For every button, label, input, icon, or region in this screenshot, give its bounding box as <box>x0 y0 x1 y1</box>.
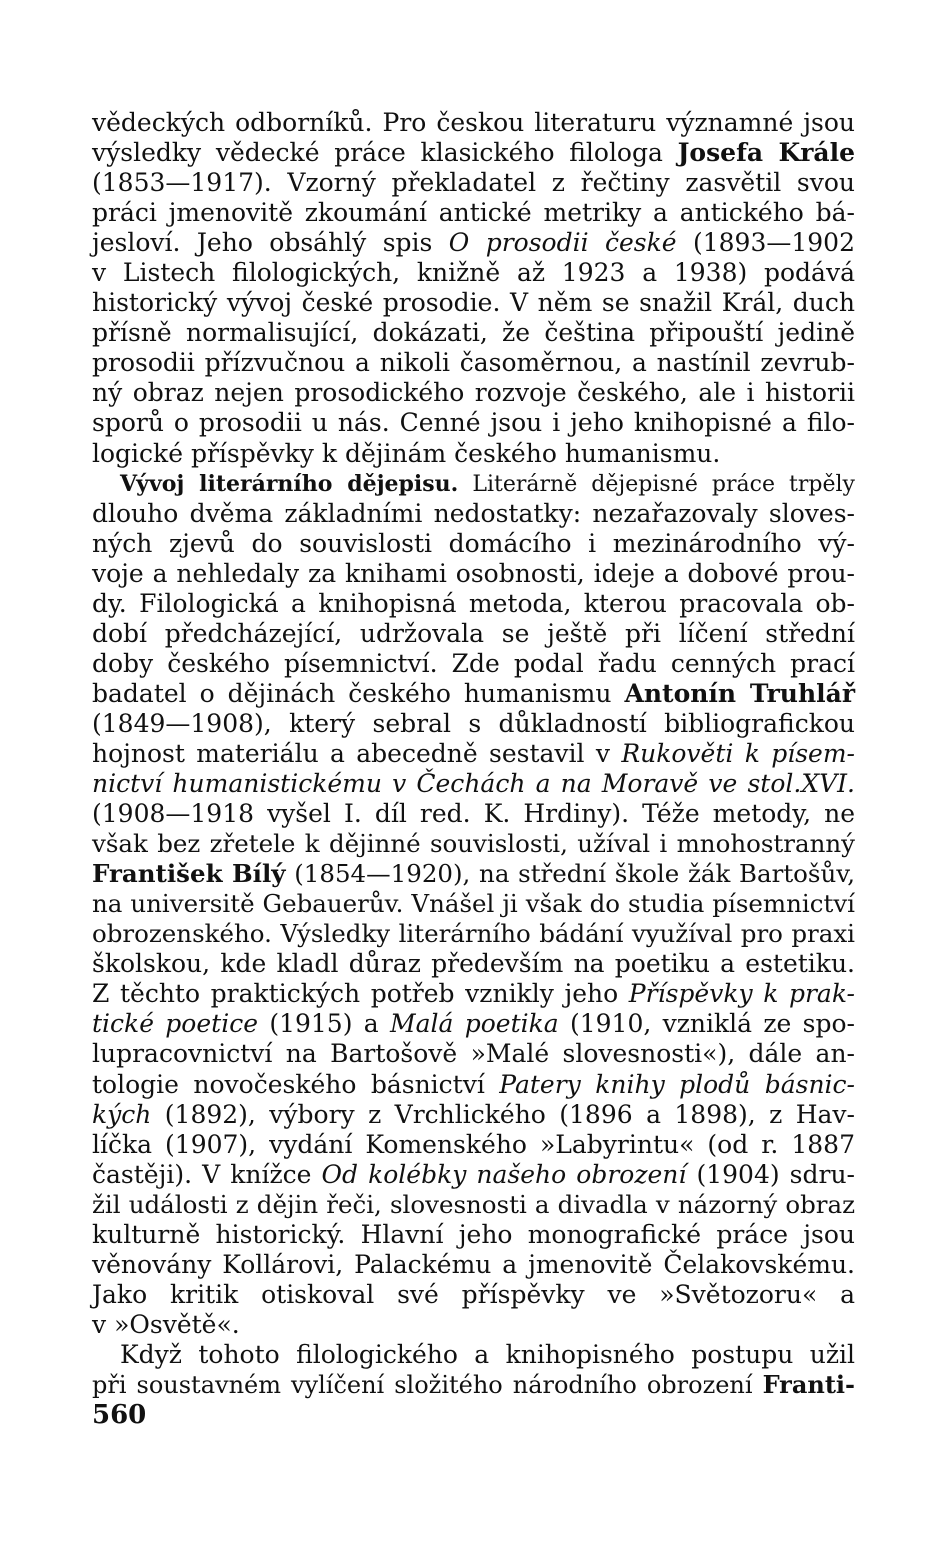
italic-text: Malá poetika <box>390 1009 559 1039</box>
text-line <box>92 1370 855 1400</box>
text-span: vědeckých odborníků. Pro českou literaturu významné jsou <box>92 108 855 137</box>
text-line <box>92 1280 855 1310</box>
text-line <box>92 1340 855 1370</box>
text-span: kulturně historický. Hlavní jeho monografické práce jsou <box>92 1219 855 1249</box>
text-line <box>92 769 855 799</box>
text-span: líčka (1907), vydání Komenského »Labyrintu« (od r. 1887 <box>92 1129 855 1159</box>
text-span: výsledky vědecké práce klasického filologa <box>92 138 678 168</box>
text-line <box>92 949 855 979</box>
text-line <box>92 919 855 949</box>
text-line <box>92 709 855 739</box>
text-span: žil události z dějin řeči, slovesnosti a divadla v názorný obraz <box>92 1189 855 1219</box>
text-line <box>92 619 855 649</box>
text-line <box>92 589 855 619</box>
text-span: při soustavném vylíčení složitého národního obrození <box>92 1370 763 1399</box>
text-span: doby českého písemnictví. Zde podal řadu cenných prací <box>92 648 855 678</box>
text-span: dlouho dvěma základními nedostatky: nezařazovaly sloves- <box>92 498 855 528</box>
text-line <box>92 679 855 709</box>
text-line <box>92 228 855 258</box>
text-line <box>92 979 855 1009</box>
text-line <box>92 529 855 559</box>
text-span: (1892), výbory z Vrchlického (1896 a 1898), z Hav- <box>151 1099 855 1129</box>
text-line <box>92 1310 855 1340</box>
text-line <box>92 348 855 378</box>
text-span: sporů o prosodii u nás. Cenné jsou i jeho knihopisné a filo- <box>92 408 855 438</box>
text-span: (1915) a <box>258 1009 390 1039</box>
text-span: školskou, kde kladl důraz především na poetiku a estetiku. <box>92 949 855 979</box>
text-line <box>92 1009 855 1039</box>
text-span: (1904) sdru- <box>686 1159 856 1189</box>
text-line <box>92 168 855 198</box>
italic-text: Patery knihy plodů básnic- <box>499 1069 855 1099</box>
text-span: v Listech filologických, knižně až 1923 a 1938) podává <box>92 258 855 288</box>
text-span: (1849—1908), který sebral s důkladností bibliografickou <box>92 708 855 738</box>
text-line <box>92 889 855 919</box>
text-span: Když tohoto filologického a knihopisného postupu užil <box>120 1339 855 1369</box>
italic-text: kých <box>92 1099 152 1129</box>
text-span: dobí předcházející, udržovala se ještě při líčení střední <box>92 618 855 648</box>
text-span: častěji). V knížce <box>92 1159 322 1189</box>
text-span: tologie novočeského básnictví <box>92 1069 500 1099</box>
bold-text: Antonín Truhlář <box>624 678 855 708</box>
italic-text: Od kolébky našeho obrození <box>321 1159 687 1189</box>
text-line <box>92 649 855 679</box>
text-span: dy. Filologická a knihopisná metoda, kterou pracovala ob- <box>92 588 855 618</box>
text-line <box>92 1039 855 1069</box>
text-span: Jako kritik otiskoval své příspěvky ve »Světozoru« a <box>92 1279 855 1309</box>
italic-text: O prosodii české <box>448 228 677 258</box>
text-line <box>92 859 855 889</box>
text-line <box>92 288 855 318</box>
text-line <box>92 1130 855 1160</box>
text-span: Literárně dějepisné práce trpěly <box>458 471 855 497</box>
text-line <box>92 1160 855 1190</box>
page-number: 560 <box>92 1400 147 1430</box>
text-span: (1893—1902 <box>676 228 855 258</box>
text-span: (1854—1920), na střední škole žák Bartošův, <box>285 859 855 889</box>
text-line <box>92 258 855 288</box>
text-line <box>92 138 855 168</box>
text-span: práci jmenovitě zkoumání antické metriky a antického bá- <box>92 198 855 228</box>
text-line <box>92 469 855 499</box>
text-span: obrozenského. Výsledky literárního bádání využíval pro praxi <box>92 919 855 949</box>
bold-text: Franti- <box>762 1369 855 1399</box>
text-span: přísně normalisující, dokázati, že čeština připouští jedině <box>92 318 855 348</box>
text-line <box>92 108 855 138</box>
text-span: věnovány Kollárovi, Palackému a jmenovitě Čelakovskému. <box>92 1249 855 1279</box>
text-line <box>92 739 855 769</box>
text-line <box>92 1220 855 1250</box>
text-span: ných zjevů do souvislosti domácího i mezinárodního vý- <box>92 528 855 558</box>
text-span: hojnost materiálu a abecedně sestavil v <box>92 738 622 768</box>
text-span: logické příspěvky k dějinám českého humanismu. <box>92 438 721 468</box>
text-line <box>92 1190 855 1220</box>
bold-text: Vývoj literárního dějepisu. <box>120 470 459 497</box>
text-line <box>92 318 855 348</box>
text-span: v »Osvětě«. <box>92 1309 240 1339</box>
text-span: Z těchto praktických potřeb vznikly jeho <box>92 979 629 1009</box>
italic-text: Rukověti k písem- <box>621 738 855 768</box>
text-span: (1910, vzniklá ze spo- <box>558 1009 856 1039</box>
italic-text: tické poetice <box>92 1009 258 1039</box>
text-line <box>92 829 855 859</box>
text-line <box>92 799 855 829</box>
text-span: ný obraz nejen prosodického rozvoje českého, ale i historii <box>92 378 855 408</box>
text-body <box>92 108 855 1400</box>
text-line <box>92 408 855 438</box>
text-span: jesloví. Jeho obsáhlý spis <box>92 228 449 258</box>
italic-text: nictví humanistickému v Čechách a na Moravě ve stol.XVI. <box>92 769 855 799</box>
text-span: (1908—1918 vyšel I. díl red. K. Hrdiny). Téže metody, ne <box>92 799 855 829</box>
text-span: prosodii přízvučnou a nikoli časoměrnou, a nastínil zevrub- <box>92 348 855 378</box>
text-span: (1853—1917). Vzorný překladatel z řečtiny zasvětil svou <box>92 168 855 198</box>
text-line <box>92 198 855 228</box>
italic-text: Příspěvky k prak- <box>628 979 855 1009</box>
text-span: však bez zřetele k dějinné souvislosti, užíval i mnohostranný <box>92 829 855 859</box>
text-span: historický vývoj české prosodie. V něm se snažil Král, duch <box>92 288 855 318</box>
text-line <box>92 499 855 529</box>
text-span: na universitě Gebauerův. Vnášel ji však do studia písemnictví <box>92 889 855 919</box>
text-line <box>92 1070 855 1100</box>
bold-text: Josefa Krále <box>677 138 855 168</box>
text-line <box>92 1250 855 1280</box>
text-line <box>92 559 855 589</box>
text-line <box>92 378 855 408</box>
text-span: badatel o dějinách českého humanismu <box>92 678 625 708</box>
text-span: lupracovnictví na Bartošově »Malé slovesnosti«), dále an- <box>92 1039 855 1069</box>
bold-text: František Bílý <box>92 859 286 889</box>
text-line <box>92 1100 855 1130</box>
text-span: voje a nehledaly za knihami osobnosti, ideje a dobové prou- <box>92 558 855 588</box>
text-line <box>92 439 855 469</box>
